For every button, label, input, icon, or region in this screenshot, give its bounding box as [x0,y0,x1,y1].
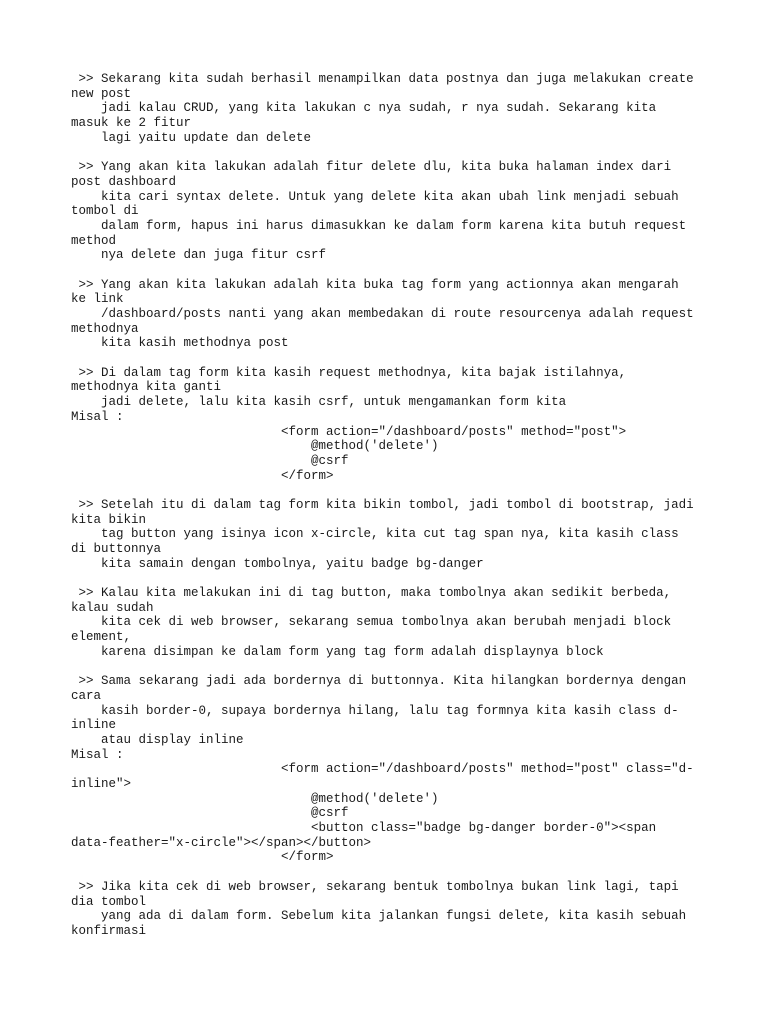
paragraph [71,498,708,571]
text-line: tombol di [71,204,139,219]
paragraph-gap [71,145,708,160]
paragraph-gap [71,483,708,498]
code-line: <form action="/dashboard/posts" method="post" class="d- [71,762,694,777]
code-line: <form action="/dashboard/posts" method="post"> [71,424,627,439]
paragraph-gap [71,660,708,675]
code-line: <button class="badge bg-danger border-0"><span [71,821,657,836]
text-line: >> Di dalam tag form kita kasih request methodnya, kita bajak istilahnya, [71,365,627,380]
text-line: Misal : [71,747,124,762]
paragraph [71,278,708,351]
code-line: </form> [71,468,334,483]
text-line: >> Setelah itu di dalam tag form kita bikin tombol, jadi tombol di bootstrap, jadi [71,497,694,512]
text-line: >> Yang akan kita lakukan adalah fitur delete dlu, kita buka halaman index dari [71,160,672,175]
text-line: kita cari syntax delete. Untuk yang delete kita akan ubah link menjadi sebuah [71,189,679,204]
paragraph [71,586,708,659]
paragraph [71,880,708,939]
text-line: kita samain dengan tombolnya, yaitu badge bg-danger [71,556,484,571]
paragraph-gap [71,571,708,586]
code-line: @csrf [71,453,349,468]
code-line: @method('delete') [71,439,439,454]
text-line: >> Sekarang kita sudah berhasil menampilkan data postnya dan juga melakukan create [71,72,694,86]
text-line: masuk ke 2 fitur [71,116,192,131]
code-line: @method('delete') [71,791,439,806]
text-line: Misal : [71,409,124,424]
code-line: @csrf [71,806,349,821]
paragraph [71,674,708,865]
text-line: nya delete dan juga fitur csrf [71,248,327,263]
text-line: >> Kalau kita melakukan ini di tag button, maka tombolnya akan sedikit berbeda, [71,586,672,601]
text-line: jadi delete, lalu kita kasih csrf, untuk mengamankan form kita [71,395,567,410]
text-line: ke link [71,292,124,307]
text-line: methodnya [71,321,139,336]
text-line: cara [71,688,102,703]
text-line: new post [71,86,132,101]
text-line: atau display inline [71,732,244,747]
text-line: konfirmasi [71,923,147,938]
text-line: kita bikin [71,512,147,527]
text-line: /dashboard/posts nanti yang akan membedakan di route resourcenya adalah request [71,307,694,321]
text-line: inline [71,718,117,733]
paragraph [71,160,708,263]
text-line: karena disimpan ke dalam form yang tag form adalah displaynya block [71,644,604,659]
text-line: yang ada di dalam form. Sebelum kita jalankan fungsi delete, kita kasih sebuah [71,909,687,924]
text-line: methodnya kita ganti [71,380,222,395]
text-line: element, [71,630,132,645]
paragraph [71,72,708,145]
text-line: tag button yang isinya icon x-circle, kita cut tag span nya, kita kasih class [71,527,679,542]
paragraph-gap [71,865,708,880]
code-line: </form> [71,850,334,865]
text-line: kita cek di web browser, sekarang semua tombolnya akan berubah menjadi block [71,615,672,630]
text-line: dia tombol [71,894,147,909]
text-line: jadi kalau CRUD, yang kita lakukan c nya sudah, r nya sudah. Sekarang kita [71,101,657,116]
text-line: kita kasih methodnya post [71,336,289,351]
text-line: post dashboard [71,174,177,189]
text-line: kalau sudah [71,600,154,615]
text-line: >> Sama sekarang jadi ada bordernya di buttonnya. Kita hilangkan bordernya dengan [71,674,687,689]
code-line: data-feather="x-circle"></span></button> [71,835,372,850]
paragraph [71,366,708,484]
code-line: inline"> [71,777,132,791]
text-line: lagi yaitu update dan delete [71,130,312,145]
text-line: >> Jika kita cek di web browser, sekarang bentuk tombolnya bukan link lagi, tapi [71,879,679,894]
text-line: method [71,233,117,248]
text-line: dalam form, hapus ini harus dimasukkan ke dalam form karena kita butuh request [71,218,687,233]
paragraph-gap [71,263,708,278]
text-line: >> Yang akan kita lakukan adalah kita buka tag form yang actionnya akan mengarah [71,277,679,292]
paragraph-gap [71,351,708,366]
text-line: kasih border-0, supaya bordernya hilang, lalu tag formnya kita kasih class d- [71,703,679,718]
text-line: di buttonnya [71,542,162,556]
